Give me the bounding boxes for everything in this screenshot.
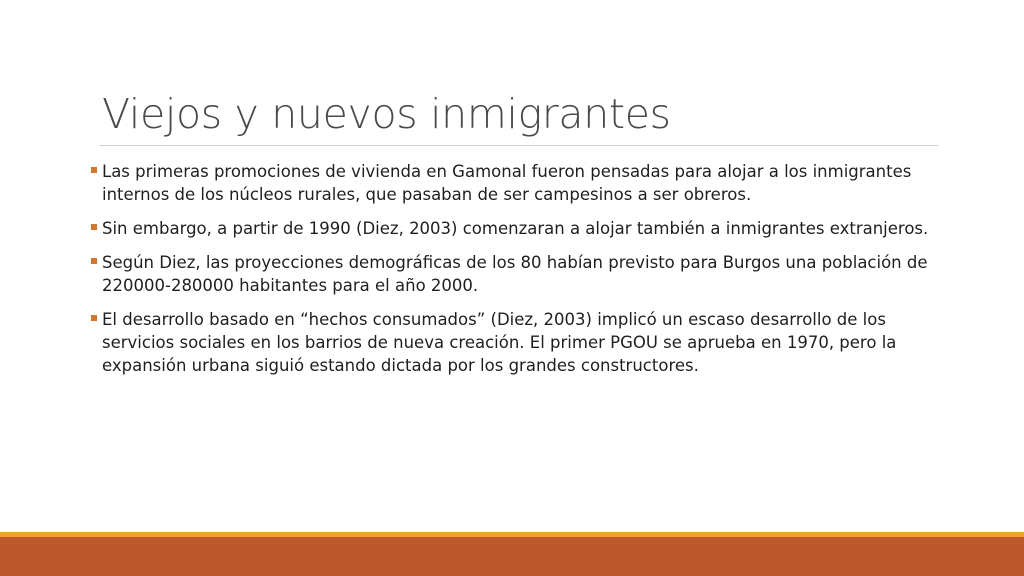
bullet-item [90, 160, 950, 206]
square-bullet-icon [91, 315, 97, 321]
bullet-text: El desarrollo basado en “hechos consumados” (Diez, 2003) implicó un escaso desarrollo de los servicios sociales en los barrios de nueva creación. El primer PGOU se aprueba en 1970, pero la expansión urbana siguió estando dictada por los grandes constructores. [102, 310, 897, 375]
bullet-text: Las primeras promociones de vivienda en Gamonal fueron pensadas para alojar a los inmigrantes internos de los núcleos rurales, que pasaban de ser campesinos a ser obreros. [102, 162, 912, 204]
square-bullet-icon [91, 258, 97, 264]
title-divider [100, 145, 938, 146]
bullet-text: Según Diez, las proyecciones demográficas de los 80 habían previsto para Burgos una población de 220000-280000 habitantes para el año 2000. [102, 253, 928, 295]
bullet-item [90, 308, 950, 377]
slide-title: Viejos y nuevos inmigrantes [102, 90, 671, 138]
square-bullet-icon [91, 224, 97, 230]
footer-bar [0, 537, 1024, 576]
bullet-text: Sin embargo, a partir de 1990 (Diez, 2003) comenzaran a alojar también a inmigrantes extranjeros. [102, 219, 929, 238]
bullet-item [90, 251, 950, 297]
square-bullet-icon [91, 167, 97, 173]
bullet-list [90, 160, 950, 388]
bullet-item [90, 217, 950, 240]
